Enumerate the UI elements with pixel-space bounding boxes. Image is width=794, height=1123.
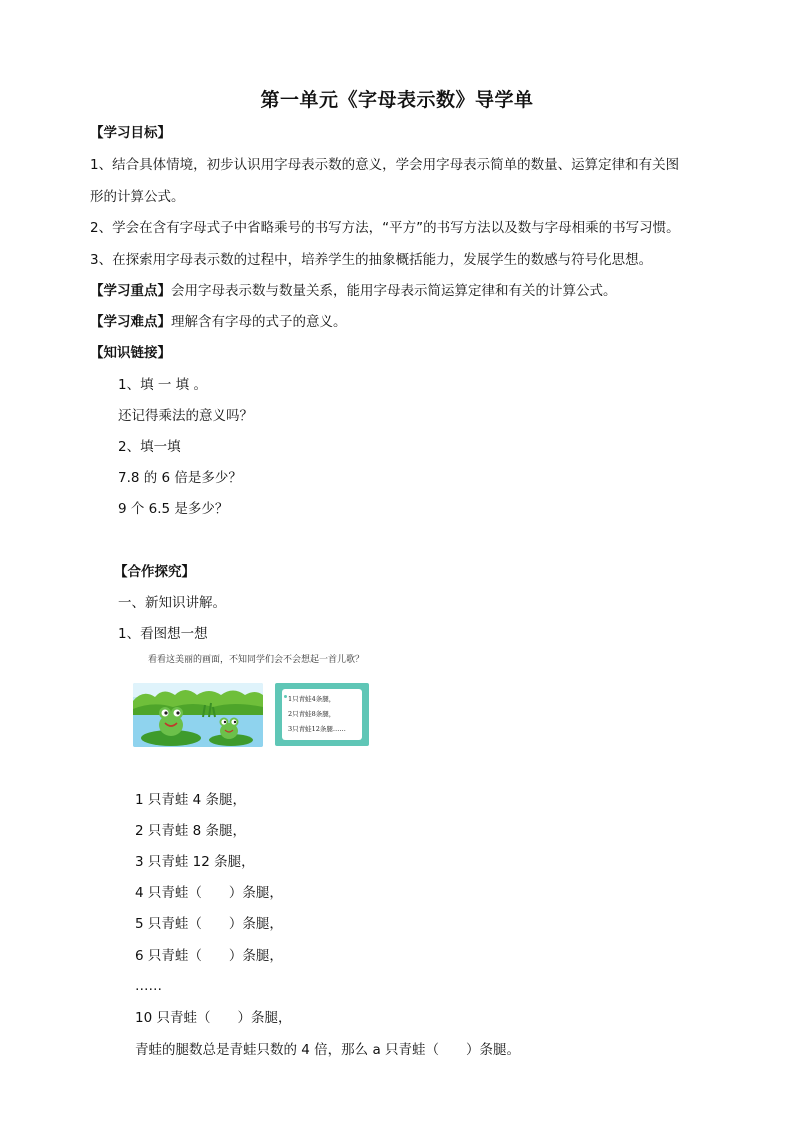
frog-line: 1 只青蛙 4 条腿， [135, 792, 247, 808]
key-point-text: 会用字母表示数与数量关系，能用字母表示简运算定律和有关的计算公式。 [171, 283, 617, 299]
frog-line: 2 只青蛙 8 条腿， [135, 823, 247, 839]
objectives-heading: 【学习目标】 [90, 125, 171, 141]
knowledge-item: 2、填一填 [118, 439, 181, 455]
knowledge-item: 还记得乘法的意义吗？ [118, 408, 253, 424]
knowledge-item: 9 个 6.5 是多少？ [118, 501, 229, 517]
objective-1: 1、结合具体情境，初步认识用字母表示数的意义，学会用字母表示简单的数量、运算定律和有关图 [90, 157, 680, 173]
card-line: 1只青蛙4条腿， [288, 695, 336, 703]
rhyme-card [282, 689, 362, 740]
knowledge-heading: 【知识链接】 [90, 345, 171, 361]
card-line: 3只青蛙12条腿…… [288, 725, 346, 733]
explore-heading: 【合作探究】 [114, 564, 195, 580]
explore-section: 一、新知识讲解。 [118, 595, 226, 611]
card-line: 2只青蛙8条腿， [288, 710, 336, 718]
frog-line: 4 只青蛙（ ）条腿， [135, 885, 283, 901]
objective-1-cont: 形的计算公式。 [90, 189, 185, 205]
difficulty-text: 理解含有字母的式子的意义。 [171, 314, 347, 330]
objective-3: 3、在探索用字母表示数的过程中，培养学生的抽象概括能力，发展学生的数感与符号化思想。 [90, 252, 653, 268]
page-title: 第一单元《字母表示数》导学单 [260, 89, 534, 111]
frog-line: 6 只青蛙（ ）条腿， [135, 948, 283, 964]
key-point [90, 281, 617, 301]
frog-conclusion: 青蛙的腿数总是青蛙只数的 4 倍，那么 a 只青蛙（ ）条腿。 [135, 1042, 521, 1058]
difficulty [90, 312, 347, 332]
frog-line: 10 只青蛙（ ）条腿， [135, 1010, 292, 1026]
frog-pond-illustration [133, 683, 263, 747]
key-point-heading: 【学习重点】 [90, 283, 171, 299]
explore-sub: 1、看图想一想 [118, 626, 208, 642]
rhyme-card-illustration [275, 683, 369, 746]
pin-icon [284, 695, 287, 698]
knowledge-item: 1、填 一 填 。 [118, 377, 207, 393]
ellipsis-line: …… [135, 978, 162, 994]
objective-2: 2、学会在含有字母式子中省略乘号的书写方法，“平方”的书写方法以及数与字母相乘的书写习惯。 [90, 220, 680, 236]
frog-line: 3 只青蛙 12 条腿， [135, 854, 255, 870]
difficulty-heading: 【学习难点】 [90, 314, 171, 330]
knowledge-item: 7.8 的 6 倍是多少？ [118, 470, 242, 486]
picture-caption: 看看这美丽的画面，不知同学们会不会想起一首儿歌？ [148, 655, 365, 665]
frog-line: 5 只青蛙（ ）条腿， [135, 916, 283, 932]
